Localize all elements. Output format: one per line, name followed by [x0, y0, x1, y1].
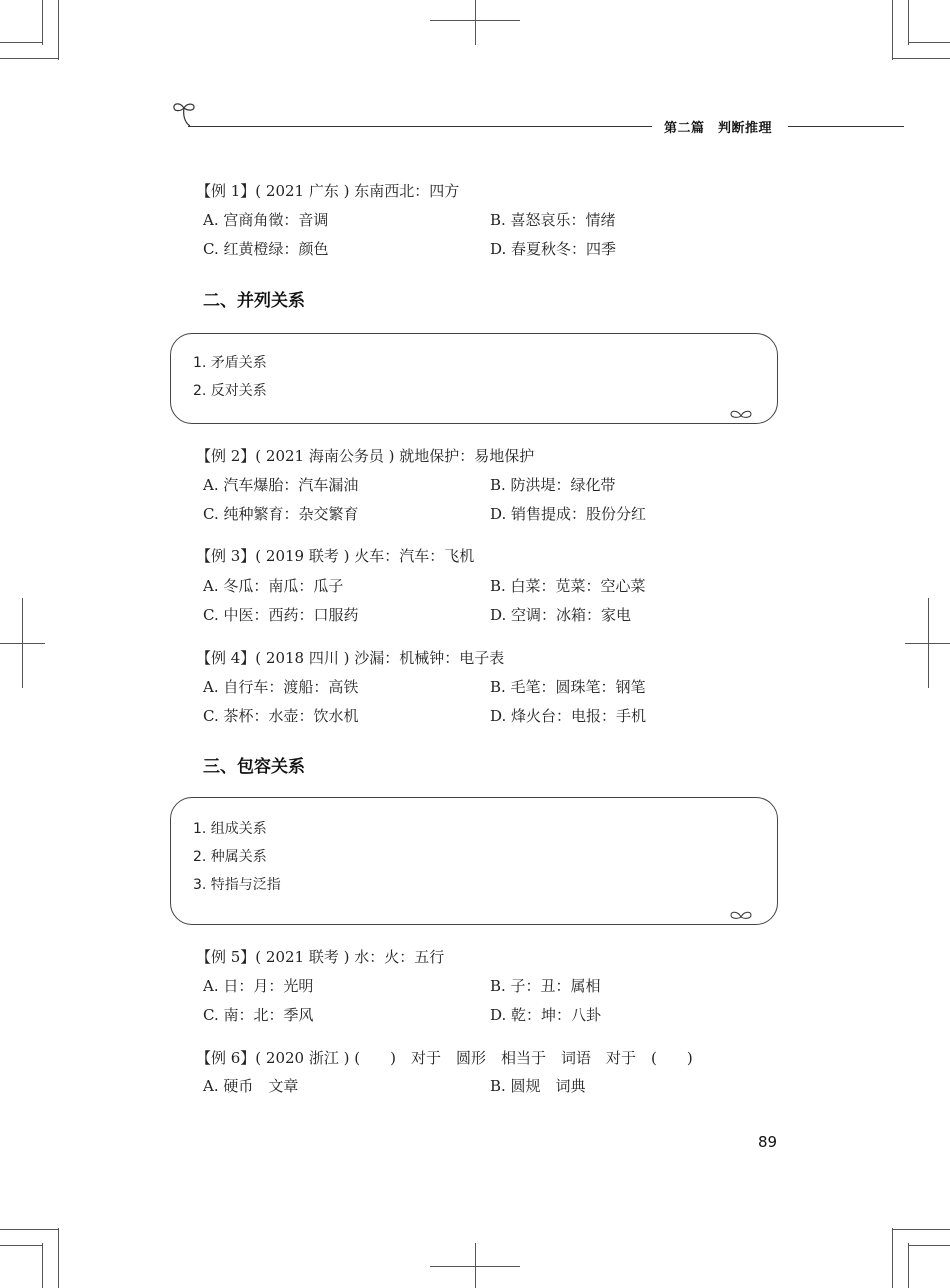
question-1-option-a: A. 宫商角徵：音调 — [203, 211, 329, 229]
question-2-option-b: B. 防洪堤：绿化带 — [490, 476, 616, 494]
question-4-option-c: C. 茶杯：水壶：饮水机 — [203, 707, 359, 725]
question-5-option-a: A. 日：月：光明 — [203, 977, 314, 995]
question-3-label: 【例 3】( 2019 联考 ) 火车：汽车：飞机 — [196, 547, 475, 565]
question-6-option-b: B. 圆规 词典 — [490, 1077, 586, 1095]
section-2-item-2: 2. 反对关系 — [193, 383, 267, 399]
question-6-option-a: A. 硬币 文章 — [203, 1077, 299, 1095]
question-1-label: 【例 1】( 2021 广东 ) 东南西北：四方 — [196, 182, 460, 200]
question-2-label: 【例 2】( 2021 海南公务员 ) 就地保护：易地保护 — [196, 447, 535, 465]
page-number: 89 — [758, 1133, 778, 1151]
question-2-option-c: C. 纯种繁育：杂交繁育 — [203, 505, 359, 523]
question-4-label: 【例 4】( 2018 四川 ) 沙漏：机械钟：电子表 — [196, 649, 505, 667]
section-3-item-1: 1. 组成关系 — [193, 821, 267, 837]
question-5-option-d: D. 乾：坤：八卦 — [490, 1006, 602, 1024]
chapter-title: 第二篇 判断推理 — [664, 121, 773, 136]
question-5-label: 【例 5】( 2021 联考 ) 水：火：五行 — [196, 948, 445, 966]
question-1-option-d: D. 春夏秋冬：四季 — [490, 240, 617, 258]
question-3-option-d: D. 空调：冰箱：家电 — [490, 606, 632, 624]
question-3-option-c: C. 中医：西药：口服药 — [203, 606, 359, 624]
section-3-item-3: 3. 特指与泛指 — [193, 877, 281, 893]
leaf-icon — [729, 908, 753, 922]
question-1-option-b: B. 喜怒哀乐：情绪 — [490, 211, 616, 229]
section-2-item-1: 1. 矛盾关系 — [193, 355, 267, 371]
header-rule-left — [188, 126, 652, 127]
question-2-option-a: A. 汽车爆胎：汽车漏油 — [203, 476, 359, 494]
header-rule-right — [788, 126, 904, 127]
question-4-option-a: A. 自行车：渡船：高铁 — [203, 678, 359, 696]
question-6-label: 【例 6】( 2020 浙江 ) ( ) 对于 圆形 相当于 词语 对于 ( ) — [196, 1049, 693, 1067]
question-2-option-d: D. 销售提成：股份分红 — [490, 505, 647, 523]
section-2-title: 二、并列关系 — [203, 291, 305, 311]
section-2-box — [170, 333, 778, 424]
section-3-box — [170, 797, 778, 925]
section-3-title: 三、包容关系 — [203, 757, 305, 777]
section-3-item-2: 2. 种属关系 — [193, 849, 267, 865]
question-5-option-c: C. 南：北：季风 — [203, 1006, 314, 1024]
leaf-icon — [729, 407, 753, 421]
question-4-option-d: D. 烽火台：电报：手机 — [490, 707, 647, 725]
question-1-option-c: C. 红黄橙绿：颜色 — [203, 240, 329, 258]
question-5-option-b: B. 子：丑：属相 — [490, 977, 601, 995]
question-3-option-b: B. 白菜：苋菜：空心菜 — [490, 577, 646, 595]
question-4-option-b: B. 毛笔：圆珠笔：钢笔 — [490, 678, 646, 696]
question-3-option-a: A. 冬瓜：南瓜：瓜子 — [203, 577, 344, 595]
